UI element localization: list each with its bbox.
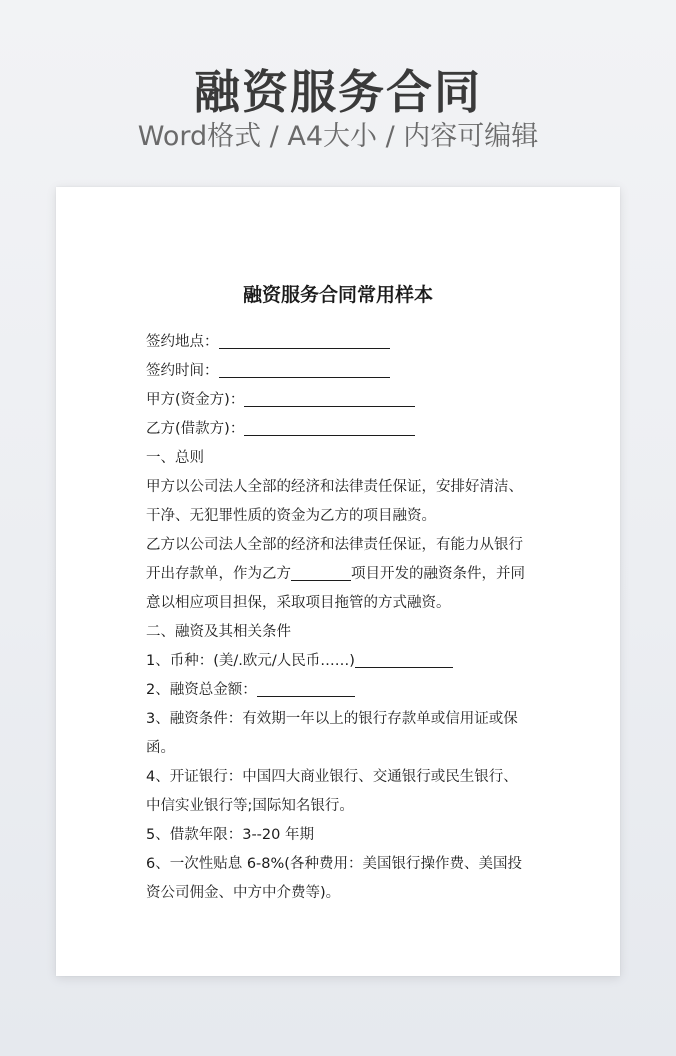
page-subtitle: Word格式 / A4大小 / 内容可编辑 [137, 121, 539, 152]
paragraph-text: 开出存款单，作为乙方 [146, 566, 291, 582]
list-item: 6、一次性贴息 6-8%(各种费用：美国银行操作费、美国投 [146, 856, 522, 872]
list-item: 4、开证银行：中国四大商业银行、交通银行或民生银行、 [146, 769, 518, 785]
party-a-blank[interactable] [244, 388, 415, 407]
sign-time-line [146, 357, 546, 386]
paragraph-text: 项目开发的融资条件，并同 [351, 566, 525, 582]
party-b-blank[interactable] [244, 417, 415, 436]
total-amount-blank[interactable] [257, 678, 355, 697]
party-a-line [146, 386, 546, 415]
section-heading: 二、融资及其相关条件 [146, 624, 291, 640]
paragraph-line: 甲方以公司法人全部的经济和法律责任保证，安排好清洁、 [146, 479, 523, 495]
list-item: 资公司佣金、中方中介费等)。 [146, 885, 341, 901]
party-b-label: 乙方(借款方)： [146, 421, 245, 437]
list-item: 5、借款年限：3--20 年期 [146, 827, 314, 843]
list-item [146, 647, 546, 676]
document-title: 融资服务合同常用样本 [242, 284, 433, 306]
paragraph-line: 干净、无犯罪性质的资金为乙方的项目融资。 [146, 508, 436, 524]
paragraph-line: 乙方以公司法人全部的经济和法律责任保证，有能力从银行 [146, 537, 523, 553]
sign-place-line [146, 328, 546, 357]
sign-place-label: 签约地点： [146, 334, 219, 350]
list-item: 函。 [146, 740, 175, 756]
list-item [146, 676, 546, 705]
document-page [56, 187, 620, 976]
project-name-blank[interactable] [291, 562, 351, 581]
sign-time-label: 签约时间： [146, 363, 219, 379]
party-b-line [146, 415, 546, 444]
currency-blank[interactable] [355, 649, 453, 668]
list-item: 3、融资条件：有效期一年以上的银行存款单或信用证或保 [146, 711, 518, 727]
sign-time-blank[interactable] [219, 359, 390, 378]
document-body [146, 328, 546, 908]
section-heading: 一、总则 [146, 450, 204, 466]
list-item-text: 2、融资总金额： [146, 682, 257, 698]
page-title: 融资服务合同 [194, 65, 482, 119]
sign-place-blank[interactable] [219, 330, 390, 349]
paragraph-line: 意以相应项目担保，采取项目拖管的方式融资。 [146, 595, 451, 611]
list-item-text: 1、币种：(美/.欧元/人民币……) [146, 653, 355, 669]
paragraph-line [146, 560, 546, 589]
party-a-label: 甲方(资金方)： [146, 392, 245, 408]
list-item: 中信实业银行等;国际知名银行。 [146, 798, 354, 814]
